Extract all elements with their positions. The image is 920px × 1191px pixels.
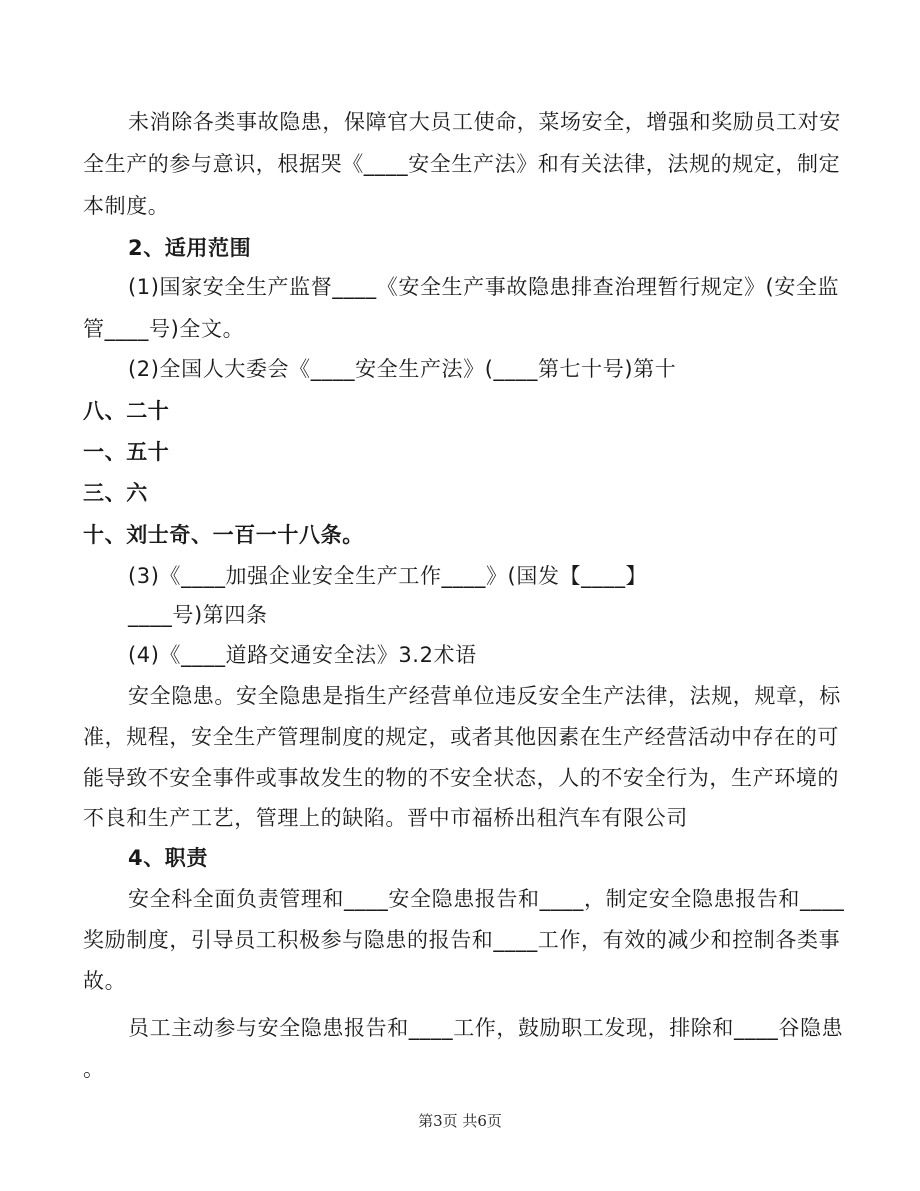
text-line: 本制度。 [83,194,170,218]
text-line: (1)国家安全生产监督____《安全生产事故隐患排查治理暂行规定》(安全监 [128,275,840,299]
text-line: 准，规程，安全生产管理制度的规定，或者其他因素在生产经营活动中存在的可 [83,725,839,749]
text-line: 三、六 [83,481,148,505]
text-line: 员工主动参与安全隐患报告和____工作，鼓励职工发现，排除和____谷隐患 [128,1016,844,1040]
text-line: 全生产的参与意识，根据哭《____安全生产法》和有关法律，法规的规定，制定 [83,152,841,176]
text-line: 一、五十 [83,440,170,464]
text-line: (3)《____加强企业安全生产工作____》(国发【____】 [128,564,648,588]
text-line: 能导致不安全事件或事故发生的物的不安全状态，人的不安全行为，生产环境的 [83,766,839,790]
text-line: 八、二十 [83,399,170,423]
text-line: ____号)第四条 [128,603,268,627]
text-line: 。 [83,1057,105,1081]
text-line: (2)全国人大委会《____安全生产法》(____第七十号)第十 [128,357,677,381]
section-heading: 4、职责 [128,846,209,870]
text-line: 安全隐患。安全隐患是指生产经营单位违反安全生产法律，法规，规章，标 [128,684,841,708]
text-line: 管____号)全文。 [83,317,245,341]
text-line: 故。 [83,969,127,993]
text-line: (4)《____道路交通安全法》3.2术语 [128,643,477,667]
section-heading: 2、适用范围 [128,236,252,260]
text-line: 未消除各类事故隐患，保障官大员工使命，菜场安全，增强和奖励员工对安 [128,110,841,134]
text-line: 不良和生产工艺，管理上的缺陷。晋中市福桥出租汽车有限公司 [83,806,688,830]
text-line: 奖励制度，引导员工积极参与隐患的报告和____工作，有效的减少和控制各类事 [83,928,841,952]
text-line: 十、刘士奇、一百一十八条。 [83,523,364,547]
page-number: 第3页 共6页 [418,1112,502,1130]
text-line: 安全科全面负责管理和____安全隐患报告和____，制定安全隐患报告和____ [128,887,845,911]
